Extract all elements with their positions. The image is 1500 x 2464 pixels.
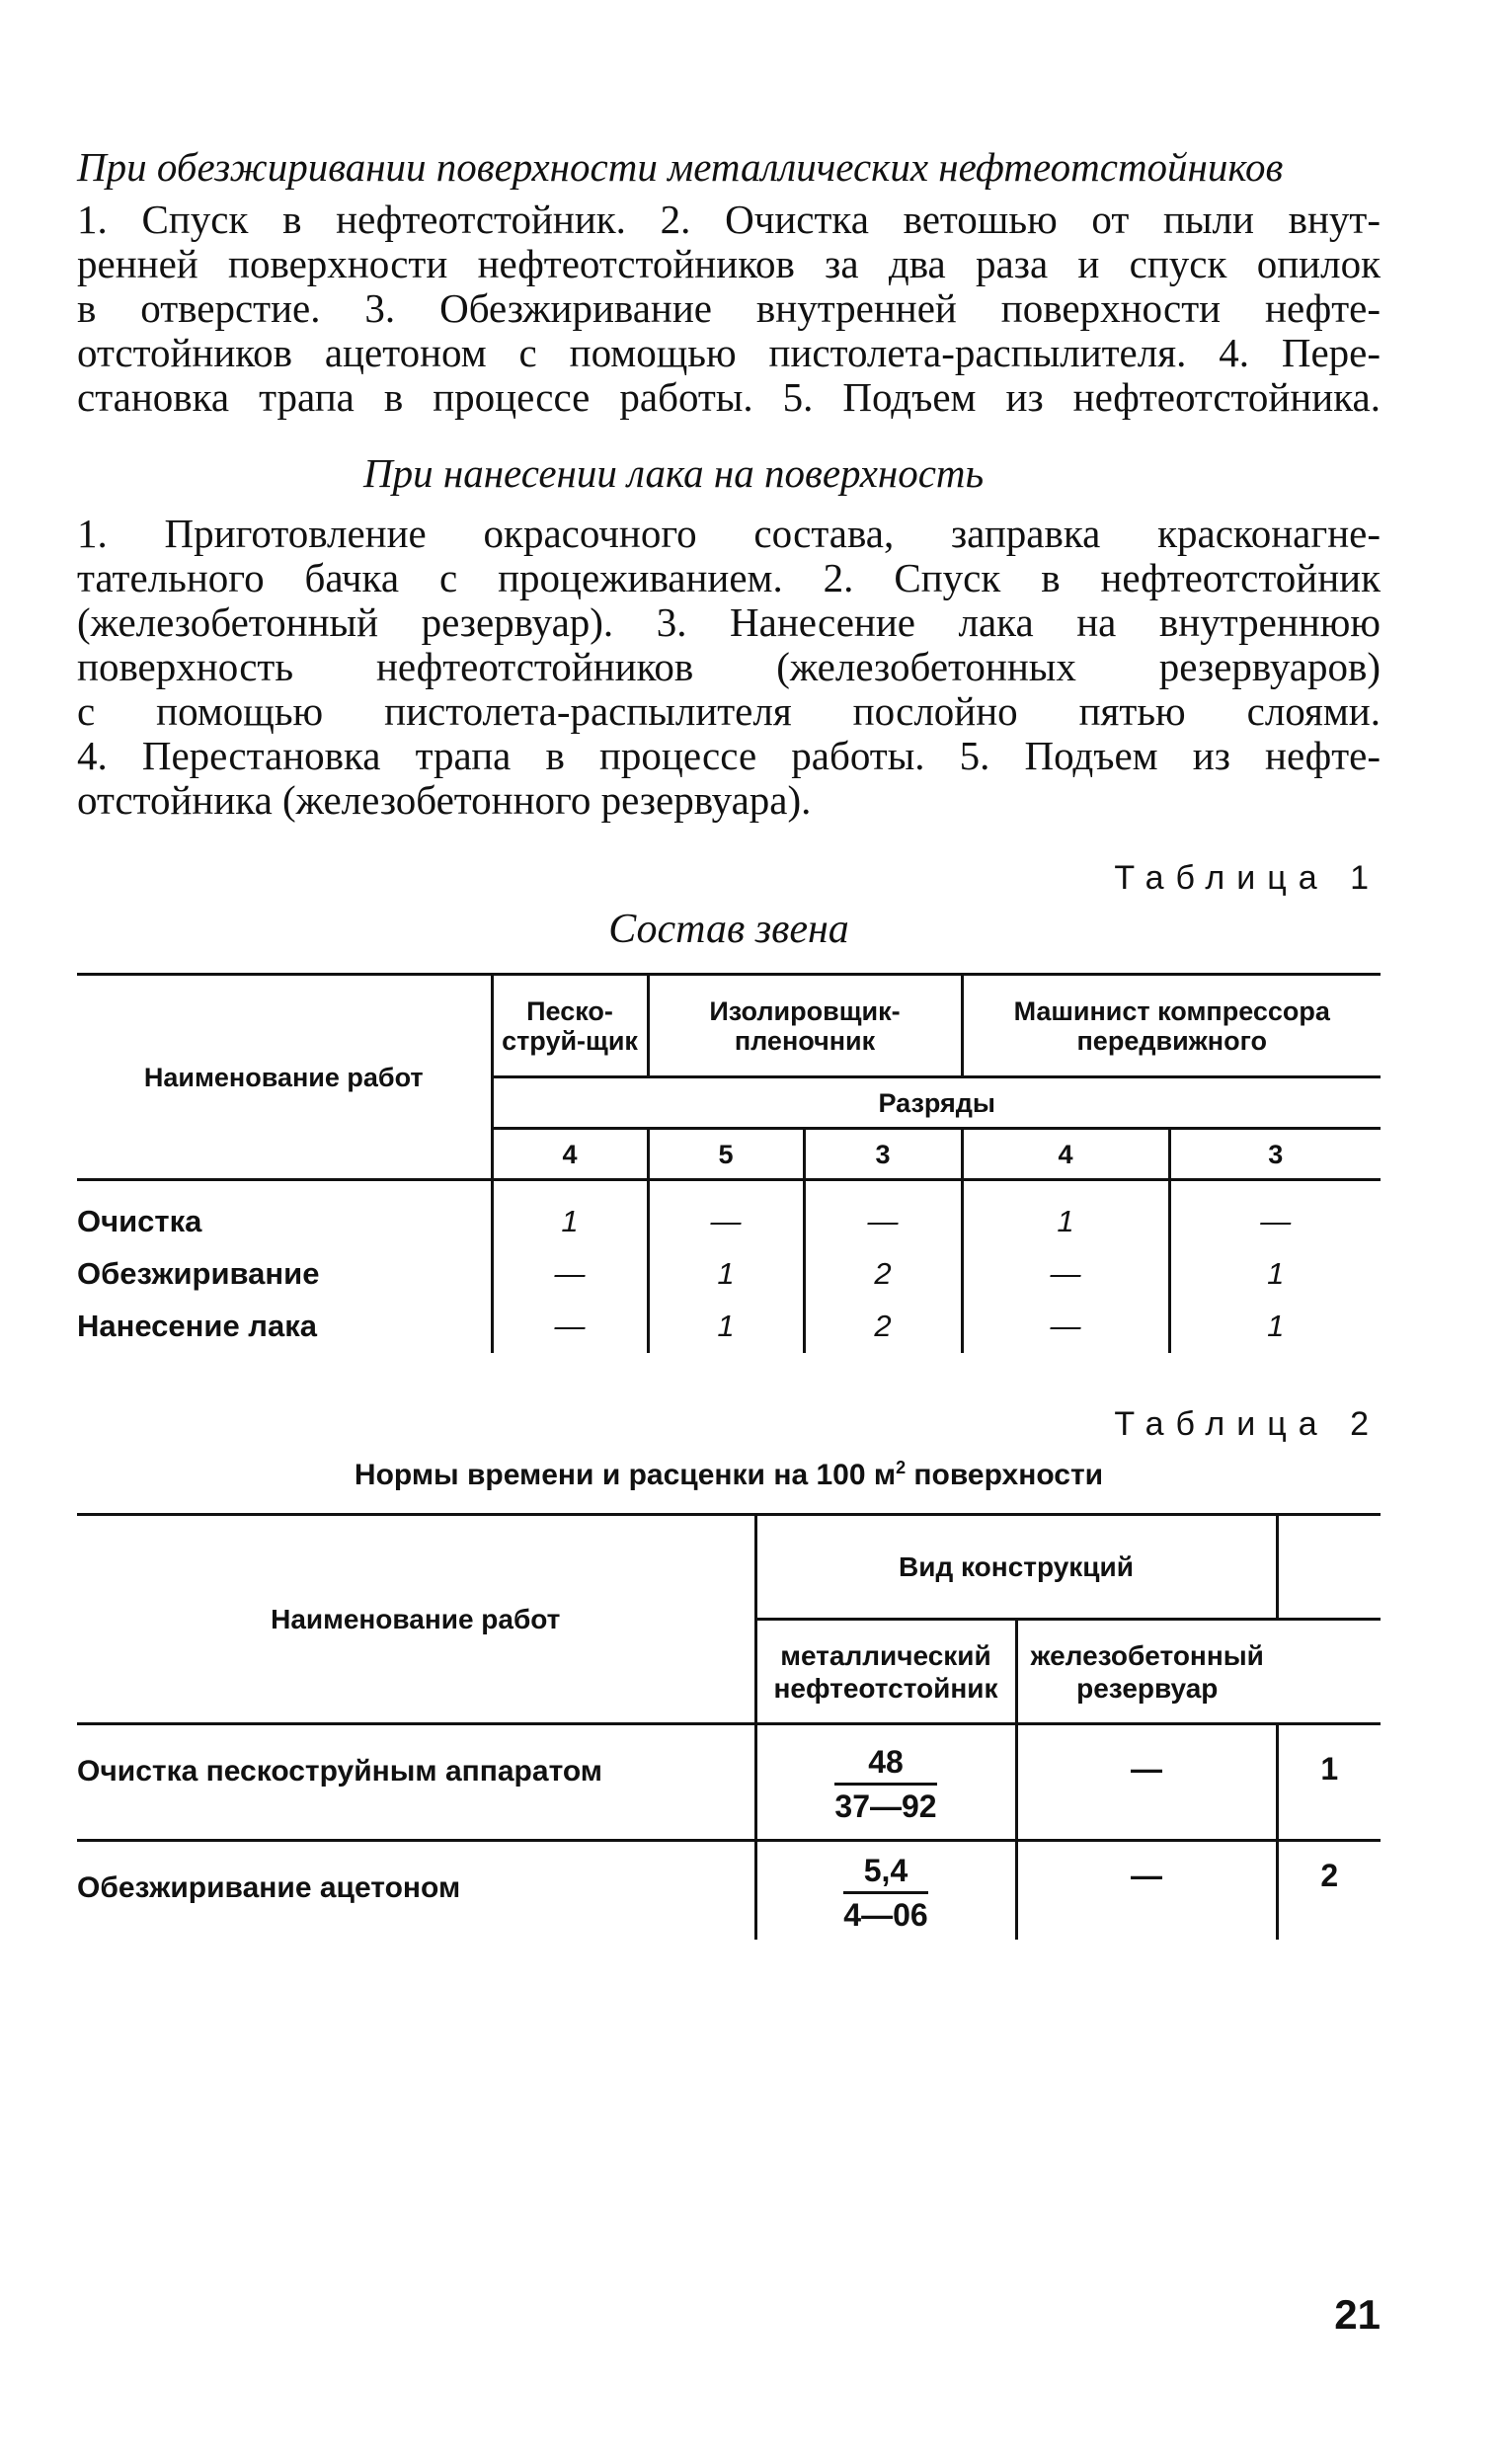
table1-caption: Состав звена [608, 907, 849, 952]
text-line: в отверстие. 3. Обезжиривание внутренней поверхности нефте- [77, 285, 1381, 331]
header-work-name: Наименование работ [77, 975, 492, 1180]
table-cell: 1 [1169, 1248, 1381, 1301]
header-grades: Разряды [492, 1077, 1381, 1129]
text-line: отстойников ацетоном с помощью пистолета-распылителя. 4. Пере- [77, 330, 1381, 375]
table-cell: — [492, 1301, 648, 1353]
caption-text: поверхности [906, 1459, 1104, 1491]
text-line: 4. Перестановка трапа в процессе работы. 5. Подъем из нефте- [77, 733, 1381, 778]
table-cell: — [492, 1248, 648, 1301]
table-cell: — [1016, 1841, 1277, 1940]
table-cell: 1 [1169, 1301, 1381, 1353]
work-name: Обезжиривание ацетоном [77, 1871, 461, 1904]
table-cell: 1 [962, 1196, 1169, 1248]
table-cell: — [648, 1196, 804, 1248]
table-row [77, 1248, 1381, 1301]
table-cell: — [1016, 1724, 1277, 1841]
table-cell: 2 [804, 1301, 962, 1353]
header-concrete-reservoir: железобетонный резервуар [1016, 1620, 1277, 1724]
table-row [77, 1841, 1381, 1940]
header-compressor-operator: Машинист компрессора передвижного [962, 975, 1381, 1077]
work-name: Очистка пескоструйным аппаратом [77, 1724, 755, 1841]
page-number: 21 [1334, 2291, 1381, 2338]
text-line: ренней поверхности нефтеотстойников за два раза и спуск опилок [77, 241, 1381, 286]
work-name: Обезжиривание [77, 1256, 320, 1291]
table2-label: Таблица 2 [1114, 1405, 1381, 1443]
header-sandblaster: Песко-струй-щик [492, 975, 648, 1077]
text-line: (железобетонный резервуар). 3. Нанесение лака на внутреннюю [77, 599, 1381, 645]
table-cell: 2 [804, 1248, 962, 1301]
grade-cell: 5 [648, 1129, 804, 1180]
rate: 37—92 [834, 1788, 937, 1824]
norm-fraction [834, 1743, 936, 1827]
norm-cell [755, 1841, 1016, 1940]
norm-fraction [843, 1852, 927, 1936]
text-line: 1. Приготовление окрасочного состава, заправка красконагне- [77, 511, 1381, 556]
grade-cell: 4 [962, 1129, 1169, 1180]
work-name: Очистка [77, 1204, 202, 1238]
caption-superscript: 2 [896, 1458, 907, 1477]
table-cell: — [962, 1301, 1169, 1353]
table-cell: — [804, 1196, 962, 1248]
table-cell: 1 [648, 1248, 804, 1301]
grade-cell: 3 [804, 1129, 962, 1180]
text-line: поверхность нефтеотстойников (железобетонных резервуаров) [77, 644, 1381, 689]
table-row [77, 1196, 1381, 1248]
grade-cell: 4 [492, 1129, 648, 1180]
rate: 4—06 [843, 1897, 928, 1933]
section-title-varnish: При нанесении лака на поверхность [363, 450, 985, 496]
table-cell: 1 [648, 1301, 804, 1353]
table-row [77, 1301, 1381, 1353]
time-norms-table [77, 1513, 1381, 1940]
table-cell: — [1169, 1196, 1381, 1248]
table-cell: — [962, 1248, 1169, 1301]
text-line: становка трапа в процессе работы. 5. Подъем из нефтеотстойника. [77, 374, 1381, 420]
caption-text: Нормы времени и расценки на 100 м [354, 1459, 897, 1491]
table-row [77, 1724, 1381, 1841]
paragraph-degreasing [77, 198, 1381, 420]
row-number: 2 [1277, 1841, 1381, 1940]
norm-cell [755, 1724, 1016, 1841]
work-name: Нанесение лака [77, 1309, 317, 1343]
row-number: 1 [1277, 1724, 1381, 1841]
text-line: 1. Спуск в нефтеотстойник. 2. Очистка ветошью от пыли внут- [77, 197, 1381, 242]
text-line: с помощью пистолета-распылителя послойно пятью слоями. [77, 688, 1381, 734]
crew-composition-table [77, 973, 1381, 1353]
grade-cell: 3 [1169, 1129, 1381, 1180]
header-work-name: Наименование работ [77, 1515, 755, 1724]
table-cell: 1 [492, 1196, 648, 1248]
header-metal-tank: металлический нефтеотстойник [755, 1620, 1016, 1724]
text-line: отстойника (железобетонного резервуара). [77, 777, 812, 823]
table2-caption [77, 1458, 1381, 1492]
header-construction-type: Вид конструкций [755, 1515, 1277, 1620]
table1-label: Таблица 1 [1114, 859, 1381, 897]
time-norm: 48 [834, 1743, 936, 1786]
section-title-degreasing: При обезжиривании поверхности металлических нефтеотстойников [77, 144, 1284, 190]
header-insulator: Изолировщик-пленочник [648, 975, 962, 1077]
paragraph-varnish [77, 512, 1381, 823]
text-line: тательного бачка с процеживанием. 2. Спуск в нефтеотстойник [77, 555, 1381, 600]
time-norm: 5,4 [843, 1852, 927, 1894]
